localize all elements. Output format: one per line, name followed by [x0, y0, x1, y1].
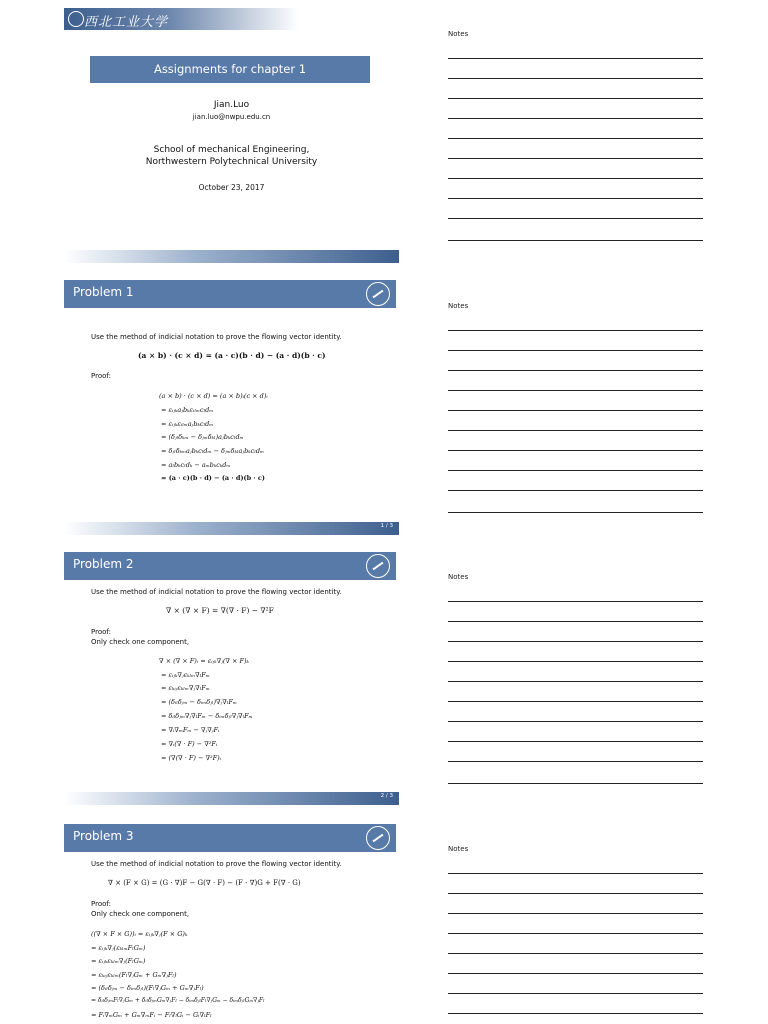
note-line — [448, 390, 703, 391]
page-number: 1 / 3 — [380, 523, 393, 529]
proof-step: = δᵢₗδⱼₘFₗ∇ⱼGₘ + δᵢₗδⱼₘGₘ∇ⱼFₗ − δᵢₘδⱼₗFₗ∇ⱼGₘ − δᵢₘδⱼₗGₘ∇ⱼFₗ — [91, 997, 265, 1004]
proof-label: Proof: — [91, 628, 111, 636]
proof-step: = (δᵢₗδⱼₘ − δᵢₘδⱼₗ)∇ⱼ∇ₗFₘ — [161, 698, 237, 706]
university-emblem-icon — [366, 826, 390, 850]
note-line — [448, 178, 703, 179]
note-line — [448, 933, 703, 934]
proof-step: = ∇ᵢ(∇ · F) − ∇²Fᵢ — [161, 740, 218, 748]
proof-step: = aₗbₖcₗdₖ − aₘbₖcₖdₘ — [161, 461, 231, 469]
proof-label: Proof: — [91, 900, 111, 908]
frame-title: Problem 1 — [73, 285, 134, 299]
notes-label: Notes — [448, 573, 469, 581]
author-email: jian.luo@nwpu.edu.cn — [192, 113, 271, 121]
proof-step: = ∇ᵢ∇ₘFₘ − ∇ⱼ∇ⱼFᵢ — [161, 726, 220, 734]
notes-label: Notes — [448, 302, 469, 310]
notes-label: Notes — [448, 30, 469, 38]
proof-step: = (a · c)(b · d) − (a · d)(b · c) — [161, 474, 265, 482]
school-line-1: School of mechanical Engineering, — [153, 145, 310, 155]
school-line-2: Northwestern Polytechnical University — [145, 157, 318, 167]
identity-equation: ∇ × (∇ × F) = ∇(∇ · F) − ∇²F — [166, 606, 274, 615]
university-emblem-icon — [366, 554, 390, 578]
note-line — [448, 873, 703, 874]
note-line — [448, 410, 703, 411]
proof-step: = εₖᵢⱼεₖₗₘ∇ⱼ∇ₗFₘ — [161, 684, 210, 692]
note-line — [448, 78, 703, 79]
footer-bar — [64, 522, 399, 535]
frame-header — [64, 280, 396, 308]
problem-statement: Use the method of indicial notation to prove the flowing vector identity. — [91, 860, 342, 868]
university-emblem-icon — [68, 11, 84, 27]
proof-step: = δᵢₗδⱼₘ∇ⱼ∇ₗFₘ − δᵢₘδⱼₗ∇ⱼ∇ₗFₘ — [161, 712, 253, 720]
note-line — [448, 973, 703, 974]
proof-note: Only check one component, — [91, 638, 190, 646]
note-line — [448, 701, 703, 702]
note-line — [448, 783, 703, 784]
proof-step: ((∇ × F × G))ᵢ = εᵢⱼₖ∇ⱼ(F × G)ₖ — [91, 930, 188, 938]
note-line — [448, 240, 703, 241]
note-line — [448, 118, 703, 119]
author-name: Jian.Luo — [213, 100, 250, 110]
note-line — [448, 138, 703, 139]
note-line — [448, 1013, 703, 1014]
note-line — [448, 370, 703, 371]
note-line — [448, 470, 703, 471]
footer-bar — [64, 792, 399, 805]
note-line — [448, 893, 703, 894]
university-logo-bar — [64, 8, 299, 30]
page-number: 2 / 3 — [380, 793, 393, 799]
note-line — [448, 512, 703, 513]
note-line — [448, 430, 703, 431]
frame-title: Problem 3 — [73, 829, 134, 843]
note-line — [448, 681, 703, 682]
proof-note: Only check one component, — [91, 910, 190, 918]
proof-step: = εᵢⱼₖ∇ⱼ(εₖₗₘFₗGₘ) — [91, 944, 146, 952]
identity-equation: ∇ × (F × G) = (G · ∇)F − G(∇ · F) − (F · ∇)G + F(∇ · G) — [108, 879, 301, 887]
note-line — [448, 350, 703, 351]
proof-step: = (δᵢₗδⱼₘ − δᵢₘδⱼₗ)(Fₗ∇ⱼGₘ + Gₘ∇ⱼFₗ) — [91, 984, 204, 992]
presentation-title: Assignments for chapter 1 — [90, 56, 370, 83]
note-line — [448, 490, 703, 491]
proof-step: = εᵢⱼₖ∇ⱼεₖₗₘ∇ₗFₘ — [161, 671, 210, 679]
proof-step: = (δⱼₗδₖₘ − δⱼₘδₖₗ)aⱼbₖcₗdₘ — [161, 433, 244, 441]
identity-equation: (a × b) · (c × d) = (a · c)(b · d) − (a · d)(b · c) — [138, 351, 326, 360]
note-line — [448, 661, 703, 662]
note-line — [448, 330, 703, 331]
proof-step: = εₖᵢⱼεₖₗₘ(Fₗ∇ⱼGₘ + Gₘ∇ⱼFₗ) — [91, 971, 177, 979]
note-line — [448, 158, 703, 159]
note-line — [448, 198, 703, 199]
problem-statement: Use the method of indicial notation to prove the flowing vector identity. — [91, 588, 342, 596]
note-line — [448, 621, 703, 622]
problem-3-slide — [64, 824, 399, 1024]
problem-1-slide — [64, 280, 399, 536]
proof-step: = δⱼₗδₖₘaⱼbₖcₗdₘ − δⱼₘδₖₗaⱼbₖcₗdₘ — [161, 447, 265, 455]
footer-bar — [64, 250, 399, 263]
proof-step: = Fᵢ∇ₘGₘ + Gₘ∇ₘFᵢ − Fₗ∇ₗGᵢ − Gᵢ∇ₗFₗ — [91, 1011, 212, 1019]
note-line — [448, 641, 703, 642]
note-line — [448, 761, 703, 762]
note-line — [448, 913, 703, 914]
note-line — [448, 741, 703, 742]
frame-header — [64, 552, 396, 580]
note-line — [448, 953, 703, 954]
frame-title: Problem 2 — [73, 557, 134, 571]
proof-step: = εᵢⱼₖεᵢₗₘaⱼbₖcₗdₘ — [161, 420, 214, 428]
note-line — [448, 601, 703, 602]
title-slide — [64, 8, 399, 264]
proof-step: = (∇(∇ · F) − ∇²F)ᵢ — [161, 754, 221, 762]
proof-label: Proof: — [91, 372, 111, 380]
frame-header — [64, 824, 396, 852]
problem-2-slide — [64, 552, 399, 808]
notes-label: Notes — [448, 845, 469, 853]
note-line — [448, 218, 703, 219]
problem-statement: Use the method of indicial notation to prove the flowing vector identity. — [91, 333, 342, 341]
presentation-date: October 23, 2017 — [198, 183, 265, 192]
note-line — [448, 98, 703, 99]
proof-step: (a × b) · (c × d) = (a × b)ᵢ(c × d)ᵢ — [159, 392, 268, 400]
university-emblem-icon — [366, 282, 390, 306]
note-line — [448, 993, 703, 994]
proof-step: = εᵢⱼₖεₖₗₘ∇ⱼ(FₗGₘ) — [91, 957, 146, 965]
university-logo-text: 西北工业大学 — [84, 15, 169, 30]
proof-step: = εᵢⱼₖaⱼbₖεᵢₗₘcₗdₘ — [161, 406, 214, 414]
note-line — [448, 58, 703, 59]
note-line — [448, 721, 703, 722]
proof-step: ∇ × (∇ × F)ᵢ = εᵢⱼₖ∇ⱼ(∇ × F)ₖ — [159, 657, 249, 665]
note-line — [448, 450, 703, 451]
